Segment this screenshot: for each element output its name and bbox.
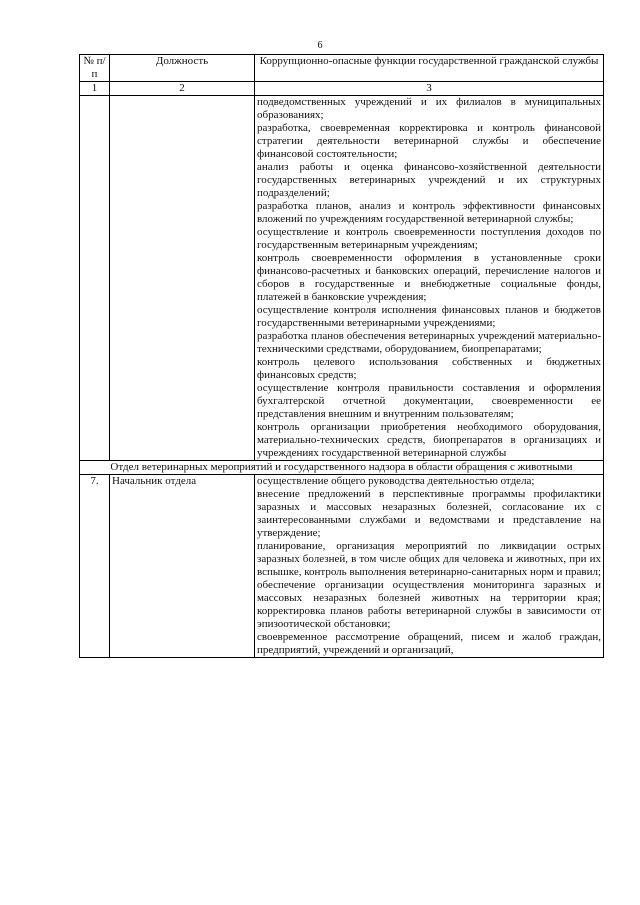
position-cell xyxy=(110,96,255,461)
function-item: анализ работы и оценка финансово-хозяйственной деятельности государственных ветеринарных учреждений и их структурных подразделений; xyxy=(257,161,601,199)
functions-cell xyxy=(255,475,604,658)
table-header-row xyxy=(80,55,604,82)
function-item: контроль организации приобретения необходимого оборудования, материально-технических средств, биопрепаратов в организациях и учреждениях государственной ветеринарной службы xyxy=(257,421,601,459)
corruption-functions-table xyxy=(79,54,604,658)
function-item: осуществление контроля исполнения финансовых планов и бюджетов государственными ветеринарными учреждениями; xyxy=(257,304,601,329)
column-number-2: 2 xyxy=(110,82,255,96)
function-item: внесение предложений в перспективные программы профилактики заразных и массовых незаразных болезней, согласование их с заинтересованными службами и ведомствами и представление на утверждение; xyxy=(257,488,601,539)
column-numbers-row xyxy=(80,82,604,96)
function-item: своевременное рассмотрение обращений, писем и жалоб граждан, предприятий, учреждений и организаций, xyxy=(257,631,601,656)
column-number-1: 1 xyxy=(80,82,110,96)
function-item: разработка планов обеспечения ветеринарных учреждений материально-техническими средствами, оборудованием, биопрепаратами; xyxy=(257,330,601,355)
functions-cell xyxy=(255,96,604,461)
section-title: Отдел ветеринарных мероприятий и государственного надзора в области обращения с животными xyxy=(80,461,604,475)
function-item: контроль своевременности оформления в установленные сроки финансово-расчетных и банковских операций, перечисление налогов и сборов в государственные и внебюджетные социальные фонды, платежей в банковские учреждения; xyxy=(257,252,601,303)
row-number-cell: 7. xyxy=(80,475,110,658)
section-header-row xyxy=(80,461,604,475)
function-item: обеспечение организации осуществления мониторинга заразных и массовых незаразных болезней животных на территории края; корректировка планов работы ветеринарной службы в зависимости от эпизоотической обстановки; xyxy=(257,579,601,630)
column-number-3: 3 xyxy=(255,82,604,96)
function-item: подведомственных учреждений и их филиалов в муниципальных образованиях; xyxy=(257,96,601,121)
function-item: осуществление и контроль своевременности поступления доходов по государственным ветеринарным учреждениям; xyxy=(257,226,601,251)
function-item: разработка планов, анализ и контроль эффективности финансовых вложений по учреждениям государственной ветеринарной службы; xyxy=(257,200,601,225)
table-row xyxy=(80,475,604,658)
function-item: осуществление контроля правильности составления и оформления бухгалтерской отчетной документации, своевременности ее представления внешним и внутренним пользователям; xyxy=(257,382,601,420)
function-item: осуществление общего руководства деятельностью отдела; xyxy=(257,475,535,487)
header-functions: Коррупционно-опасные функции государственной гражданской службы xyxy=(255,55,604,82)
page-number: 6 xyxy=(317,40,323,51)
table-row xyxy=(80,96,604,461)
position-cell: Начальник отдела xyxy=(110,475,255,658)
function-item: разработка, своевременная корректировка и контроль финансовой стратегии деятельности ветеринарной службы и обеспечение финансовой состоятельности; xyxy=(257,122,601,160)
row-number-cell xyxy=(80,96,110,461)
header-number: № п/п xyxy=(80,55,110,82)
function-item: контроль целевого использования собственных и бюджетных финансовых средств; xyxy=(257,356,601,381)
header-position: Должность xyxy=(110,55,255,82)
function-item: планирование, организация мероприятий по ликвидации острых заразных болезней, в том числе общих для человека и животных, при их вспышке, контроль выполнения ветеринарно-санитарных норм и правил; xyxy=(257,540,601,578)
